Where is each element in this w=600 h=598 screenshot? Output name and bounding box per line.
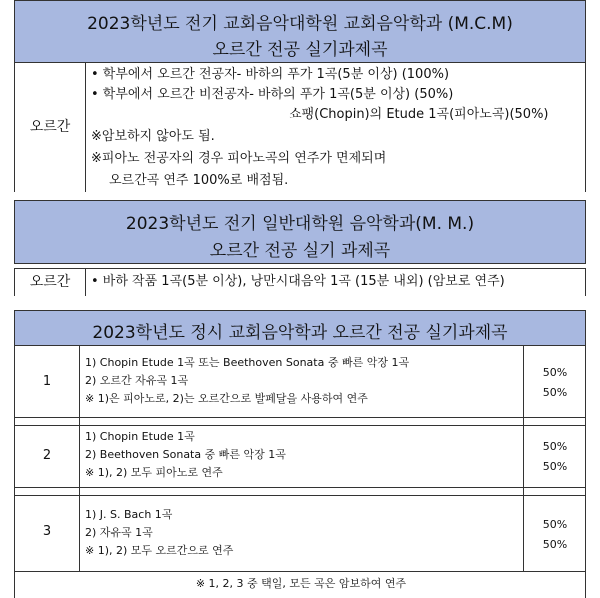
row-number: 1 <box>42 374 52 389</box>
table-mcm-title: 2023학년도 전기 교회음악대학원 교회음악학과 (M.C.M) <box>87 14 513 34</box>
row-line-1: 1) J. S. Bach 1곡 <box>85 508 173 521</box>
table-row <box>14 426 586 488</box>
row-pct-1: 50% <box>542 366 568 379</box>
table-mcm-subtitle: 오르간 전공 실기과제곡 <box>212 40 388 60</box>
table-spacer <box>14 488 586 496</box>
row-pct-1: 50% <box>542 440 568 453</box>
table-mcm-line-3: 쇼팽(Chopin)의 Etude 1곡(피아노곡)(50%) <box>289 107 549 122</box>
table-row <box>14 346 586 418</box>
row-line-3: ※ 1), 2) 모두 오르간으로 연주 <box>85 544 234 557</box>
table-footer-note: ※ 1, 2, 3 중 택일, 모든 곡은 암보하여 연주 <box>195 577 407 590</box>
table-mcm-line-5: ※피아노 전공자의 경우 피아노곡의 연주가 면제되며 <box>91 151 387 166</box>
table-mm-subtitle: 오르간 전공 실기 과제곡 <box>209 241 391 261</box>
table-mcm-line-4: ※암보하지 않아도 됨. <box>91 129 215 144</box>
table-mcm-label: 오르간 <box>29 119 71 135</box>
table-mcm-line-6: 오르간곡 연주 100%로 배점됨. <box>109 173 289 188</box>
table-mm-header <box>14 200 586 264</box>
table-mcm <box>14 0 586 192</box>
table-mm-title: 2023학년도 전기 일반대학원 음악학과(M. M.) <box>125 214 475 234</box>
table-mm-line: • 바하 작품 1곡(5분 이상), 낭만시대음악 1곡 (15분 내외) (암보로 연주) <box>91 274 505 289</box>
table-mcm-header <box>14 0 586 62</box>
table-jeongsi-title: 2023학년도 정시 교회음악학과 오르간 전공 실기과제곡 <box>92 323 508 343</box>
table-footer <box>14 572 586 598</box>
row-pct-2: 50% <box>542 460 568 473</box>
table-jeongsi <box>14 310 586 598</box>
row-number: 2 <box>42 448 52 463</box>
table-mcm-body <box>14 62 586 192</box>
row-line-1: 1) Chopin Etude 1곡 <box>85 430 195 443</box>
table-mcm-line-2: • 학부에서 오르간 비전공자- 바하의 푸가 1곡(5분 이상) (50%) <box>91 87 454 102</box>
row-number: 3 <box>42 524 52 539</box>
table-jeongsi-header <box>14 310 586 346</box>
row-line-3: ※ 1), 2) 모두 피아노로 연주 <box>85 466 223 479</box>
row-pct-2: 50% <box>542 386 568 399</box>
table-spacer <box>14 418 586 426</box>
table-mm-body <box>14 268 586 296</box>
row-pct-2: 50% <box>542 538 568 551</box>
row-line-2: 2) 자유곡 1곡 <box>85 526 153 539</box>
table-mcm-line-1: • 학부에서 오르간 전공자- 바하의 푸가 1곡(5분 이상) (100%) <box>91 67 450 82</box>
table-mm <box>14 200 586 296</box>
row-line-1: 1) Chopin Etude 1곡 또는 Beethoven Sonata 중 빠른 악장 1곡 <box>85 356 410 369</box>
row-line-2: 2) 오르간 자유곡 1곡 <box>85 374 189 387</box>
row-line-3: ※ 1)은 피아노로, 2)는 오르간으로 발페달을 사용하여 연주 <box>85 392 368 405</box>
row-pct-1: 50% <box>542 518 568 531</box>
table-mm-label: 오르간 <box>29 274 71 290</box>
table-row <box>14 496 586 572</box>
row-line-2: 2) Beethoven Sonata 중 빠른 악장 1곡 <box>85 448 286 461</box>
